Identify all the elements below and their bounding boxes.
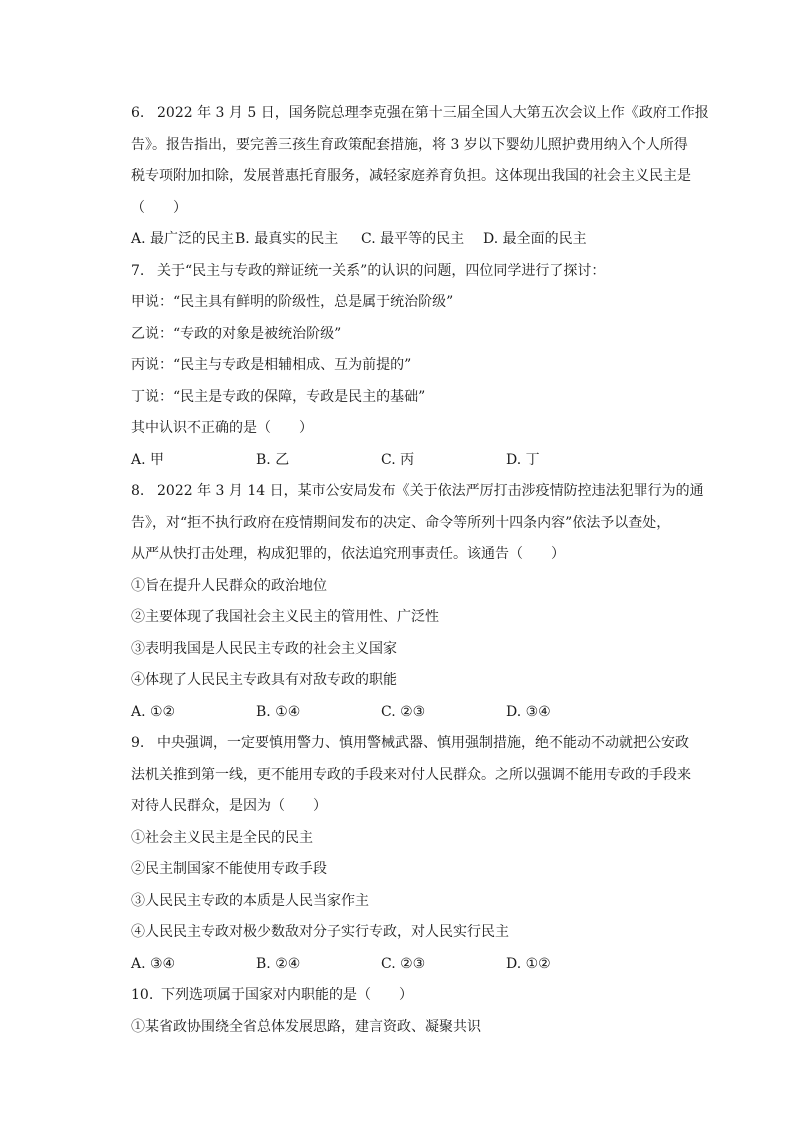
question-9-options bbox=[131, 949, 697, 981]
option-c: C. ②③ bbox=[381, 955, 426, 972]
question-8-line-2: 告》，对“拒不执行政府在疫情期间发布的决定、命令等所列十四条内容”依法予以查处， bbox=[131, 514, 671, 531]
question-9-line-3: 对待人民群众，是因为（ ） bbox=[131, 798, 327, 814]
item-4: ④人民民主专政对极少数敌对分子实行专政，对人民实行民主 bbox=[131, 924, 509, 940]
question-9-line-2: 法机关推到第一线，更不能用专政的手段来对付人民群众。之所以强调不能用专政的手段来 bbox=[131, 766, 691, 783]
question-7 bbox=[131, 256, 697, 477]
question-list bbox=[131, 98, 709, 1043]
item-1: ①社会主义民主是全民的民主 bbox=[131, 829, 313, 846]
question-number: 10. bbox=[131, 987, 154, 1003]
option-a: A. 甲 bbox=[131, 451, 165, 468]
statement-ding: 丁说：“民主是专政的保障，专政是民主的基础” bbox=[131, 388, 426, 405]
question-9-line-1: 9. 中央强调，一定要慎用警力、慎用警械武器、慎用强制措施，绝不能动不动就把公安政 bbox=[131, 728, 697, 760]
question-8-line-3: 从严从快打击处理，构成犯罪的，依法追究刑事责任。该通告（ ） bbox=[131, 546, 565, 562]
option-d: D. ①② bbox=[506, 955, 551, 972]
option-d: D. ③④ bbox=[506, 703, 551, 720]
question-number: 6. bbox=[131, 105, 145, 121]
question-7-options bbox=[131, 445, 697, 477]
question-6-options bbox=[131, 224, 697, 256]
option-a: A. 最广泛的民主 bbox=[131, 231, 235, 247]
option-c: C. 丙 bbox=[381, 451, 415, 468]
question-6-line-1: 6. 2022 年 3 月 5 日，国务院总理李克强在第十三届全国人大第五次会议上作《政府工作报 bbox=[131, 98, 697, 130]
item-2: ②民主制国家不能使用专政手段 bbox=[131, 861, 327, 877]
statement-yi: 乙说：“专政的对象是被统治阶级” bbox=[131, 325, 342, 342]
item-4: ④体现了人民民主专政具有对敌专政的职能 bbox=[131, 672, 397, 688]
question-10 bbox=[131, 980, 697, 1043]
option-a: A. ①② bbox=[131, 703, 176, 720]
item-1: ①旨在提升人民群众的政治地位 bbox=[131, 577, 327, 594]
statement-jia: 甲说：“民主具有鲜明的阶级性，总是属于统治阶级” bbox=[131, 294, 454, 310]
question-10-stem: 10. 下列选项属于国家对内职能的是（ ） bbox=[131, 980, 697, 1012]
question-7-stem: 7. 关于“民主与专政的辩证统一关系”的认识的问题，四位同学进行了探讨： bbox=[131, 256, 697, 288]
question-8 bbox=[131, 476, 704, 728]
item-2: ②主要体现了我国社会主义民主的管用性、广泛性 bbox=[131, 609, 439, 625]
option-a: A. ③④ bbox=[131, 955, 176, 972]
option-d: D. 丁 bbox=[506, 451, 540, 468]
option-d: D. 最全面的民主 bbox=[483, 231, 587, 247]
option-c: C. ②③ bbox=[381, 703, 426, 720]
question-number: 9. bbox=[131, 735, 145, 751]
question-6 bbox=[131, 98, 709, 256]
option-b: B. ①④ bbox=[256, 703, 301, 720]
item-3: ③人民民主专政的本质是人民当家作主 bbox=[131, 892, 369, 909]
question-8-line-1: 8. 2022 年 3 月 14 日，某市公安局发布《关于依法严厉打击涉疫情防控违法犯罪行为的通 bbox=[131, 476, 697, 508]
item-3: ③表明我国是人民民主专政的社会主义国家 bbox=[131, 640, 397, 657]
question-6-line-2: 告》。报告指出，要完善三孩生育政策配套措施，将 3 岁以下婴幼儿照护费用纳入个人所得 bbox=[131, 136, 688, 153]
option-b: B. 乙 bbox=[256, 451, 290, 468]
option-b: B. ②④ bbox=[256, 955, 301, 972]
question-6-line-3: 税专项附加扣除，发展普惠托育服务，减轻家庭养育负担。这体现出我国的社会主义民主是 bbox=[131, 168, 691, 184]
option-b: B. 最真实的民主 bbox=[235, 231, 339, 247]
question-9 bbox=[131, 728, 697, 980]
item-1: ①某省政协围绕全省总体发展思路，建言资政、凝聚共识 bbox=[131, 1018, 481, 1035]
option-c: C. 最平等的民主 bbox=[361, 231, 465, 247]
question-6-line-4: （ ） bbox=[131, 199, 187, 216]
question-7-prompt: 其中认识不正确的是（ ） bbox=[131, 420, 313, 436]
question-8-options bbox=[131, 697, 697, 729]
question-number: 8. bbox=[131, 483, 145, 499]
question-number: 7. bbox=[131, 262, 145, 279]
statement-bing: 丙说：“民主与专政是相辅相成、互为前提的” bbox=[131, 357, 412, 373]
